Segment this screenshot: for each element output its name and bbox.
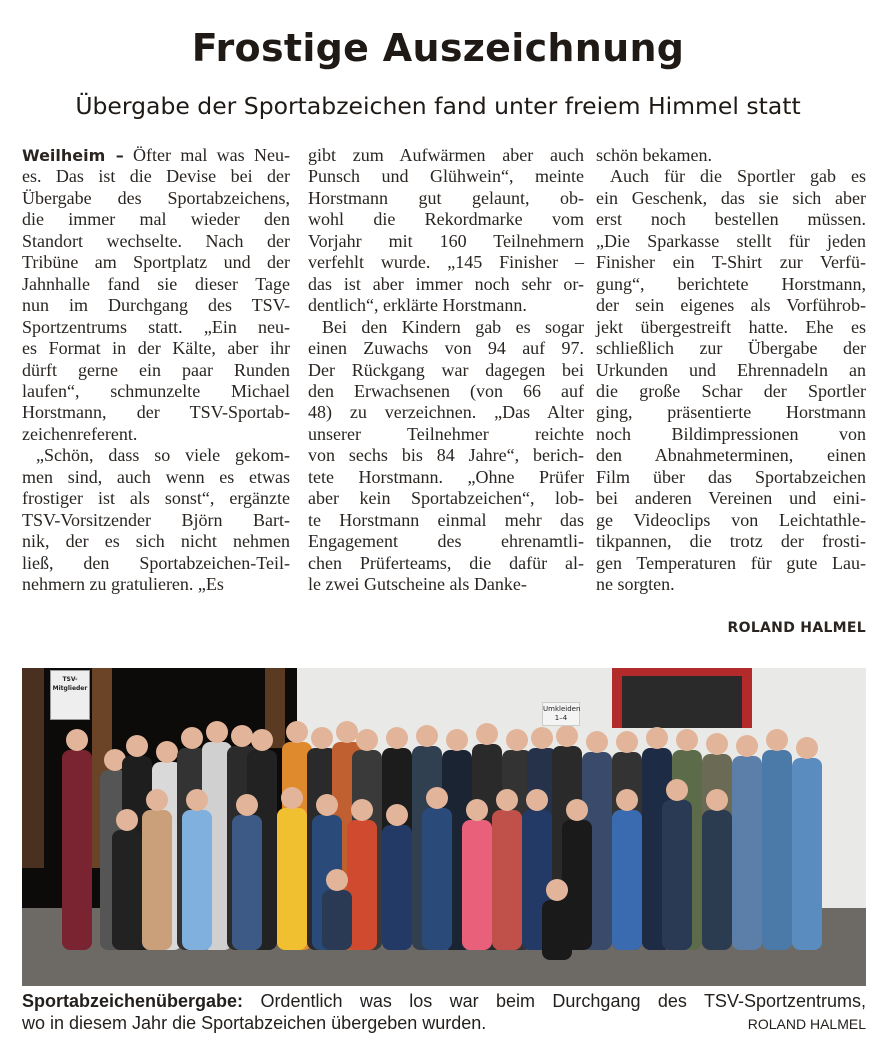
text-line xyxy=(596,553,866,574)
line-text: einen Zuwachs von 94 auf 97. xyxy=(308,338,584,359)
line-text: Sportzentrums statt. „Ein neu- xyxy=(22,316,290,337)
person-body xyxy=(462,820,492,950)
line-text: die immer mal wieder den xyxy=(22,209,290,230)
text-line xyxy=(22,531,290,552)
line-text: es. Das ist die Devise bei der xyxy=(22,166,290,187)
line-text: Standort wechselte. Nach der xyxy=(22,230,290,251)
person-head xyxy=(586,731,608,753)
text-line xyxy=(22,488,290,509)
line-text: den Erwachsenen (von 66 auf xyxy=(308,380,584,401)
text-line xyxy=(596,360,866,381)
person-head xyxy=(316,794,338,816)
text-line xyxy=(22,402,290,423)
text-line xyxy=(22,424,290,445)
person-head xyxy=(646,727,668,749)
line-text: Auch für die Sportler gab es xyxy=(610,166,866,187)
person-head xyxy=(281,787,303,809)
article-column-3 xyxy=(596,145,866,639)
door-opening xyxy=(622,676,742,728)
photo-sign-left xyxy=(50,670,90,720)
caption-line-1 xyxy=(22,990,866,1012)
article-column-1 xyxy=(22,145,290,596)
line-text: laufen“, schmunzelte Michael xyxy=(22,380,290,401)
text-line xyxy=(22,166,290,187)
text-line xyxy=(596,145,866,166)
person-head xyxy=(616,789,638,811)
paragraph xyxy=(22,145,290,445)
person-head xyxy=(446,729,468,751)
text-line xyxy=(596,467,866,488)
line-text: gung“, berichtete Horstmann, xyxy=(596,273,866,294)
text-line xyxy=(22,231,290,252)
person-head xyxy=(426,787,448,809)
person-head xyxy=(156,741,178,763)
text-line xyxy=(308,574,584,595)
text-line xyxy=(596,295,866,316)
text-line xyxy=(596,338,866,359)
text-line xyxy=(308,531,584,552)
line-text: Übergabe des Sportabzeichens, xyxy=(22,187,290,208)
line-text: ließ, den Sportabzeichen-Teil- xyxy=(22,552,290,573)
person-body xyxy=(662,800,692,950)
person-head xyxy=(531,727,553,749)
person-head xyxy=(146,789,168,811)
subheadline: Übergabe der Sportabzeichen fand unter freiem Himmel statt xyxy=(75,92,801,120)
person-head xyxy=(386,727,408,749)
line-text: gibt zum Aufwärmen aber auch xyxy=(308,145,584,165)
person-head xyxy=(181,727,203,749)
person-body xyxy=(422,808,452,950)
line-text: men sind, auch wenn es etwas xyxy=(22,466,290,487)
text-line xyxy=(308,338,584,359)
text-line xyxy=(596,166,866,187)
text-line xyxy=(308,295,584,316)
person-head xyxy=(736,735,758,757)
person-body xyxy=(232,815,262,950)
photo-credit: ROLAND HALMEL xyxy=(747,1016,866,1032)
person-head xyxy=(556,725,578,747)
person-body xyxy=(112,830,142,950)
text-line xyxy=(308,402,584,423)
person-body xyxy=(762,750,792,950)
text-line xyxy=(596,402,866,423)
line-text: unserer Teilnehmer reichte xyxy=(308,423,584,444)
line-text: nun im Durchgang des TSV- xyxy=(22,295,290,316)
line-text: schön bekamen. xyxy=(596,145,712,165)
line-text: Öfter mal was Neu- xyxy=(133,145,290,165)
text-line xyxy=(308,209,584,230)
line-text: verfehlt wurde. „145 Finisher – xyxy=(308,252,584,273)
person-body xyxy=(62,750,92,950)
text-line xyxy=(308,553,584,574)
person-head xyxy=(356,729,378,751)
person-head xyxy=(251,729,273,751)
photo-scene xyxy=(22,668,866,986)
line-text: Engagement des ehrenamtli- xyxy=(308,531,584,552)
headline: Frostige Auszeichnung xyxy=(191,26,685,70)
text-line xyxy=(596,445,866,466)
line-text: le zwei Gutscheine als Danke- xyxy=(308,574,527,595)
person-head xyxy=(676,729,698,751)
person-head xyxy=(126,735,148,757)
sign-left-text: TSV-Mitglieder xyxy=(52,676,88,692)
photo-sign-right xyxy=(542,702,580,726)
text-line xyxy=(596,488,866,509)
line-text: schließlich zur Übergabe der xyxy=(596,338,866,359)
text-line xyxy=(596,188,866,209)
text-line xyxy=(308,510,584,531)
person-head xyxy=(706,733,728,755)
line-text: Horstmann, der TSV-Sportab- xyxy=(22,402,290,423)
line-text: es Format in der Kälte, aber ihr xyxy=(22,338,290,359)
text-line xyxy=(22,467,290,488)
author-byline: ROLAND HALMEL xyxy=(727,619,866,636)
paragraph xyxy=(596,166,866,595)
person-body xyxy=(732,756,762,950)
line-text: bei anderen Vereinen und eini- xyxy=(596,488,866,509)
person-head xyxy=(231,725,253,747)
person-head xyxy=(466,799,488,821)
line-text: die große Schar der Sportler xyxy=(596,380,866,401)
text-line xyxy=(308,188,584,209)
person-body xyxy=(792,758,822,950)
text-line xyxy=(308,488,584,509)
line-text: Punsch und Glühwein“, meinte xyxy=(308,166,584,187)
caption-text-1: Ordentlich was los war beim Durchgang des TSV-Sportzentrums, xyxy=(260,991,866,1011)
caption-lead: Sportabzeichenübergabe: xyxy=(22,991,244,1011)
text-line xyxy=(596,209,866,230)
person-body xyxy=(702,810,732,950)
text-line xyxy=(22,338,290,359)
text-line xyxy=(22,445,290,466)
sign-right-text: Umkleiden 1–4 xyxy=(543,705,581,722)
paragraph xyxy=(308,317,584,596)
person-head xyxy=(566,799,588,821)
text-line xyxy=(596,274,866,295)
line-text: dentlich“, erklärte Horstmann. xyxy=(308,295,527,316)
person-head xyxy=(796,737,818,759)
line-text: Film über das Sportabzeichen xyxy=(596,466,866,487)
text-line xyxy=(596,574,866,595)
person-head xyxy=(286,721,308,743)
line-text: frostiger ist als sonst“, ergänzte xyxy=(22,488,290,509)
text-line xyxy=(596,381,866,402)
person-head xyxy=(526,789,548,811)
person-head xyxy=(336,721,358,743)
text-line xyxy=(308,381,584,402)
line-text: chen Prüferteams, die dafür al- xyxy=(308,552,584,573)
person-body xyxy=(322,890,352,950)
text-line xyxy=(22,145,290,166)
person-body xyxy=(612,810,642,950)
text-line xyxy=(596,252,866,273)
line-text: ein Geschenk, das sie sich aber xyxy=(596,187,866,208)
text-line xyxy=(308,424,584,445)
person-head xyxy=(546,879,568,901)
person-head xyxy=(326,869,348,891)
photo-caption xyxy=(22,990,866,1034)
line-text: aber kein Sportabzeichen“, lob- xyxy=(308,488,584,509)
line-text: Der Rückgang war dagegen bei xyxy=(308,359,584,380)
person-body xyxy=(492,810,522,950)
person-head xyxy=(496,789,518,811)
line-text: ge Videoclips von Leichtathle- xyxy=(596,509,866,530)
paragraph xyxy=(596,145,866,166)
text-line xyxy=(308,467,584,488)
line-text: „Schön, dass so viele gekom- xyxy=(36,445,290,466)
text-line xyxy=(596,317,866,338)
person-head xyxy=(476,723,498,745)
line-text: tete Horstmann. „Ohne Prüfer xyxy=(308,466,584,487)
line-text: ne sorgten. xyxy=(596,574,675,595)
person-head xyxy=(206,721,228,743)
wooden-post xyxy=(22,668,44,868)
line-text: noch Bildimpressionen von xyxy=(596,423,866,444)
line-text: Vorjahr mit 160 Teilnehmern xyxy=(308,230,584,251)
line-text: Horstmann gut gelaunt, ob- xyxy=(308,187,584,208)
text-line xyxy=(596,424,866,445)
line-text: ging, präsentierte Horstmann xyxy=(596,402,866,423)
person-head xyxy=(236,794,258,816)
person-body xyxy=(382,825,412,950)
person-body xyxy=(182,810,212,950)
line-text: den Abnahmeterminen, einen xyxy=(596,445,866,466)
text-line xyxy=(596,231,866,252)
line-text: erst noch bestellen müssen. xyxy=(596,209,866,230)
person-head xyxy=(506,729,528,751)
line-text: TSV-Vorsitzender Björn Bart- xyxy=(22,509,290,530)
person-head xyxy=(186,789,208,811)
line-text: 48) zu verzeichnen. „Das Alter xyxy=(308,402,584,423)
line-text: Finisher ein T-Shirt zur Verfü- xyxy=(596,252,866,273)
person-head xyxy=(416,725,438,747)
person-body xyxy=(542,900,572,960)
text-line xyxy=(22,274,290,295)
text-line xyxy=(22,295,290,316)
caption-line-2 xyxy=(22,1012,866,1034)
caption-text-2: wo in diesem Jahr die Sportabzeichen übergeben wurden. xyxy=(22,1013,487,1033)
text-line xyxy=(308,317,584,338)
text-line xyxy=(22,188,290,209)
dateline: Weilheim – xyxy=(22,146,124,165)
line-text: das ist aber immer noch sehr or- xyxy=(308,273,584,294)
text-line xyxy=(22,252,290,273)
text-line xyxy=(596,510,866,531)
line-text: te Horstmann einmal mehr das xyxy=(308,509,584,530)
person-head xyxy=(351,799,373,821)
text-line xyxy=(308,145,584,166)
person-head xyxy=(311,727,333,749)
line-text: Urkunden und Ehrennadeln an xyxy=(596,359,866,380)
person-head xyxy=(66,729,88,751)
article-column-2 xyxy=(308,145,584,596)
line-text: nik, der es sich nicht nehmen xyxy=(22,531,290,552)
text-line xyxy=(308,360,584,381)
text-line xyxy=(308,274,584,295)
text-line xyxy=(22,381,290,402)
text-line xyxy=(308,166,584,187)
text-line xyxy=(22,317,290,338)
line-text: Jahnhalle fand sie dieser Tage xyxy=(22,273,290,294)
person-head xyxy=(766,729,788,751)
text-line xyxy=(22,574,290,595)
person-body xyxy=(142,810,172,950)
person-head xyxy=(666,779,688,801)
text-line xyxy=(22,209,290,230)
line-text: zeichenreferent. xyxy=(22,423,138,444)
line-text: der sein eigenes als Vorführob- xyxy=(596,295,866,316)
text-line xyxy=(308,231,584,252)
line-text: gen Temperaturen für gute Lau- xyxy=(596,552,866,573)
group-photo xyxy=(22,668,866,986)
text-line xyxy=(308,252,584,273)
text-line xyxy=(22,360,290,381)
person-head xyxy=(706,789,728,811)
text-line xyxy=(308,445,584,466)
text-line xyxy=(22,510,290,531)
person-body xyxy=(277,808,307,950)
line-text: jekt übergestreift hatte. Ehe es xyxy=(596,316,866,337)
text-line xyxy=(596,531,866,552)
person-head xyxy=(116,809,138,831)
text-line xyxy=(22,553,290,574)
line-text: Bei den Kindern gab es sogar xyxy=(322,316,584,337)
paragraph xyxy=(308,145,584,317)
line-text: nehmern zu gratulieren. „Es xyxy=(22,574,224,595)
paragraph xyxy=(22,445,290,595)
line-text: Tribüne am Sportplatz und der xyxy=(22,252,290,273)
person-head xyxy=(386,804,408,826)
line-text: dürft gerne ein paar Runden xyxy=(22,359,290,380)
line-text: wohl die Rekordmarke vom xyxy=(308,209,584,230)
line-text: von sechs bis 84 Jahre“, berich- xyxy=(308,445,584,466)
line-text: „Die Sparkasse stellt für jeden xyxy=(596,230,866,251)
person-head xyxy=(616,731,638,753)
line-text: tikpannen, die trotz der frosti- xyxy=(596,531,866,552)
